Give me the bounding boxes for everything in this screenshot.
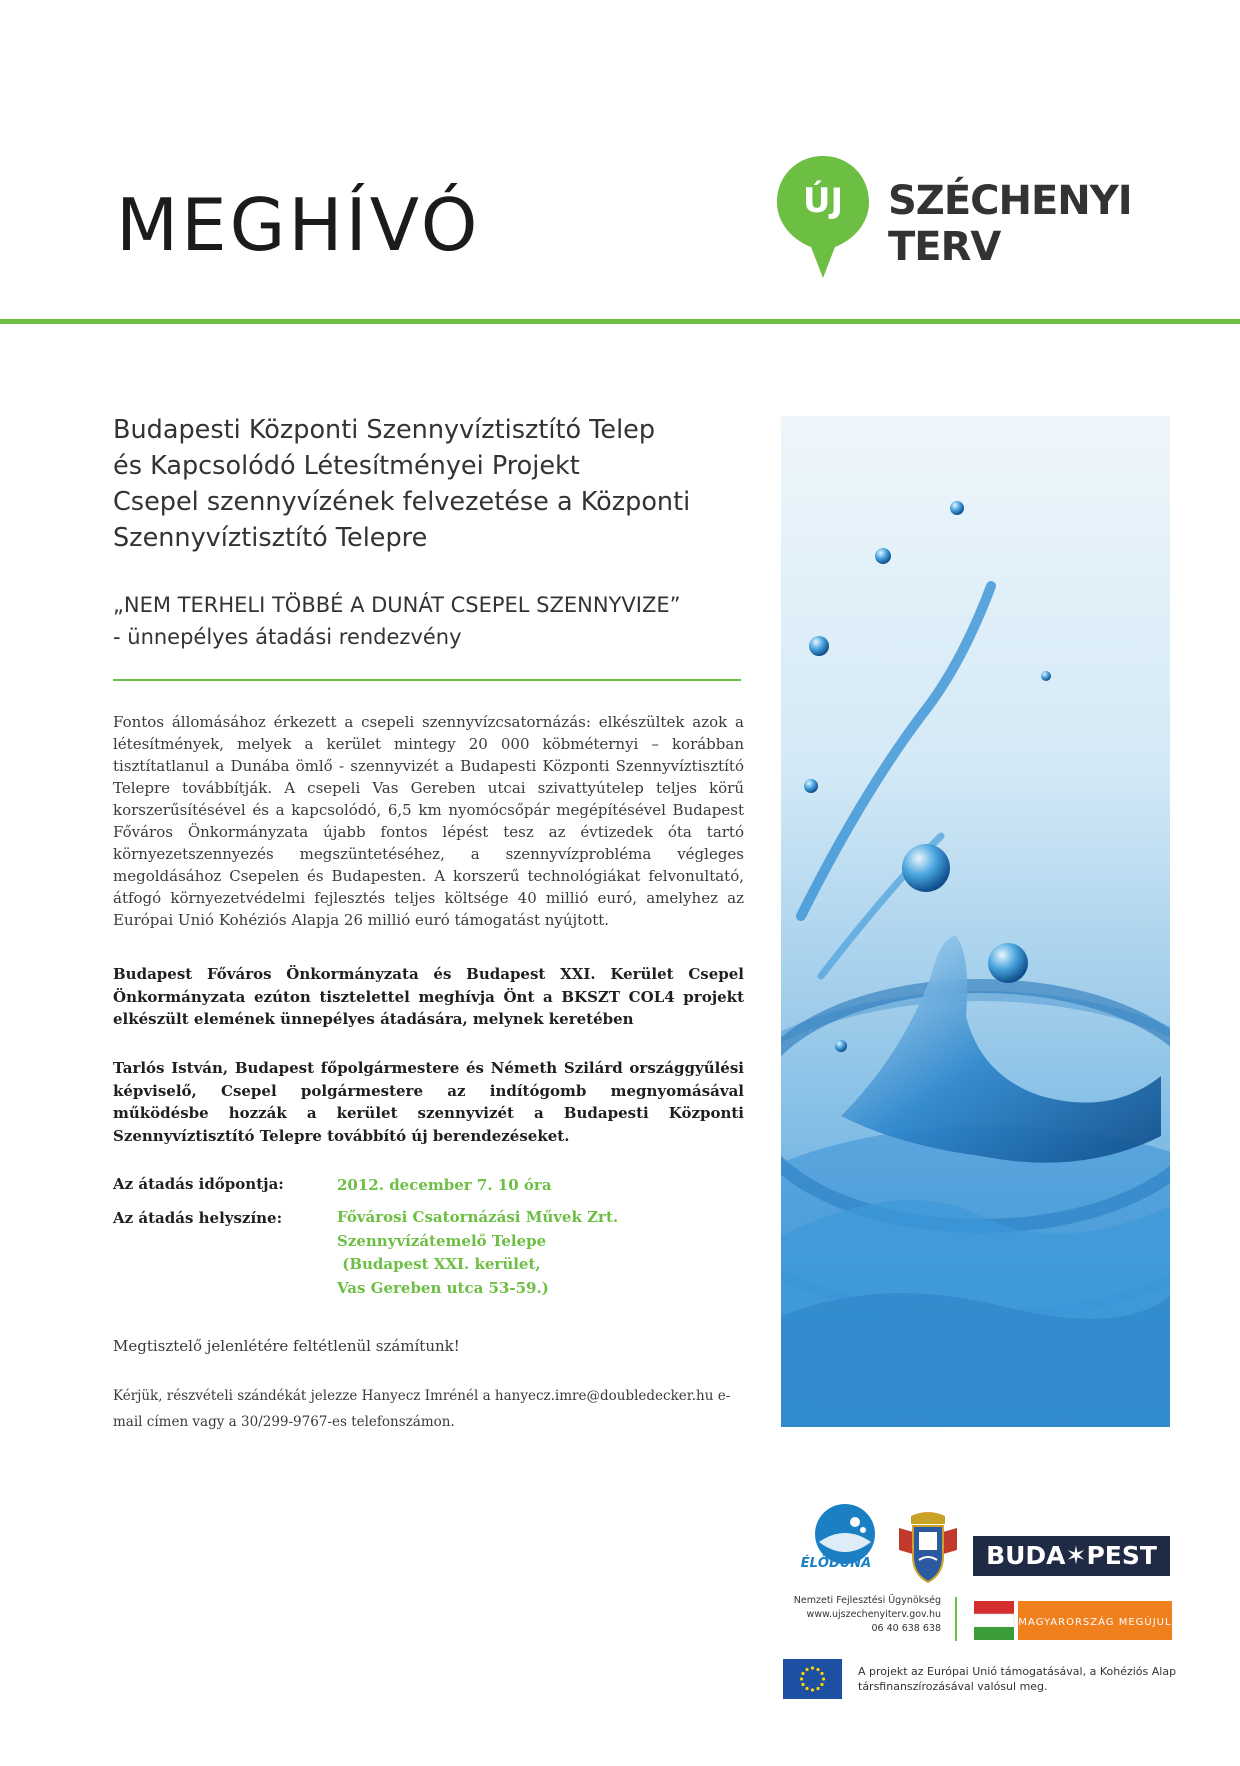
coat-of-arms-icon bbox=[893, 1510, 963, 1584]
project-title-line: Budapesti Központi Szennyvíztisztító Telep bbox=[113, 415, 656, 445]
project-title bbox=[113, 412, 763, 556]
section-divider bbox=[113, 679, 741, 681]
intro-paragraph: Fontos állomásához érkezett a csepeli szennyvízcsatornázás: elkészültek azok a létesítmények, melyek a kerület mintegy 20 000 köbméternyi – korábban tisztítatlanul a Dunába ömlő - szennyvizét a Budapesti Központi Szennyvíztisztító Telepre továbbítják. A csepeli Vas Gereben utcai szivattyútelep teljes körű korszerűsítésével és a kapcsolódó, 6,5 km nyomócsőpár megépítésével Budapest Főváros Önkormányzata újabb fontos lépést tesz az évtizedek óta tartó környezetszennyezés megszüntetéséhez, a szennyvízprobléma végleges megoldásához Csepelen és Budapesten. A korszerű technológiákat felvonultató, átfogó környezetvédelmi fejlesztés teljes költsége 40 millió euró, amelyhez az Európai Unió Kohéziós Alapja 26 millió euró támogatást nyújtott. bbox=[113, 713, 744, 929]
project-title-line: és Kapcsolódó Létesítményei Projekt bbox=[113, 451, 580, 481]
budapest-logo: BUDA✶PEST bbox=[973, 1536, 1170, 1576]
eu-flag-icon bbox=[783, 1659, 842, 1699]
logo-badge: ÚJ bbox=[802, 181, 844, 221]
project-title-line: Szennyvíztisztító Telepre bbox=[113, 523, 428, 553]
location-pin-icon bbox=[773, 152, 873, 280]
event-subtitle: - ünnepélyes átadási rendezvény bbox=[113, 625, 462, 649]
project-title-line: Csepel szennyvízének felvezetése a Központi bbox=[113, 487, 691, 517]
eloduna-label: ÉLŐDUNA bbox=[800, 1556, 872, 1571]
date-label: Az átadás időpontja: bbox=[113, 1175, 284, 1193]
eu-funding-note: A projekt az Európai Unió támogatásával, a Kohéziós Alap társfinanszírozásával valósul meg. bbox=[858, 1665, 1177, 1693]
nfu-website: www.ujszechenyiterv.gov.hu bbox=[806, 1609, 941, 1620]
footer-divider bbox=[955, 1597, 957, 1641]
place-line: Vas Gereben utca 53-59.) bbox=[337, 1278, 549, 1297]
place-label: Az átadás helyszíne: bbox=[113, 1209, 283, 1227]
date-value: 2012. december 7. 10 óra bbox=[337, 1176, 552, 1194]
speakers-paragraph: Tarlós István, Budapest főpolgármestere és Németh Szilárd országgyűlési képviselő, Csepel polgármestere az indítógomb megnyomásával működésbe hozzák a kerület szennyvizét a Budapesti Központi Szennyvíztisztító Telepre továbbító új berendezéseket. bbox=[113, 1059, 744, 1145]
flag-text: MAGYARORSZÁG MEGÚJUL bbox=[1018, 1617, 1172, 1628]
invitation-paragraph: Budapest Főváros Önkormányzata és Budapest XXI. Kerület Csepel Önkormányzata ezúton tisztelettel meghívja Önt a BKSZT COL4 projekt elkészült elemének ünnepélyes átadására, melynek keretében bbox=[113, 965, 744, 1028]
event-title: „NEM TERHELI TÖBBÉ A DUNÁT CSEPEL SZENNYVIZE” bbox=[113, 593, 681, 617]
place-line: (Budapest XXI. kerület, bbox=[337, 1255, 541, 1273]
magyarorszag-megujul-logo bbox=[974, 1601, 1172, 1640]
water-splash-image bbox=[781, 416, 1170, 1427]
page-title: MEGHÍVÓ bbox=[116, 183, 481, 267]
place-line: Fővárosi Csatornázási Művek Zrt. bbox=[337, 1208, 619, 1226]
nfu-name: Nemzeti Fejlesztési Ügynökség bbox=[793, 1595, 941, 1606]
nfu-contact bbox=[735, 1594, 941, 1636]
closing-text: Megtisztelő jelenlétére feltétlenül számítunk! bbox=[113, 1337, 460, 1355]
place-line: Szennyvízátemelő Telepe bbox=[337, 1231, 547, 1250]
nfu-phone: 06 40 638 638 bbox=[871, 1623, 941, 1634]
rsvp-text: Kérjük, részvételi szándékát jelezze Hanyecz Imrénél a hanyecz.imre@doubledecker.hu e-mail címen vagy a 30/299-9767-es telefonszámon. bbox=[113, 1388, 731, 1430]
header-divider bbox=[0, 319, 1240, 324]
place-value bbox=[337, 1206, 618, 1300]
logo-text: SZÉCHENYI TERV bbox=[888, 178, 1132, 270]
